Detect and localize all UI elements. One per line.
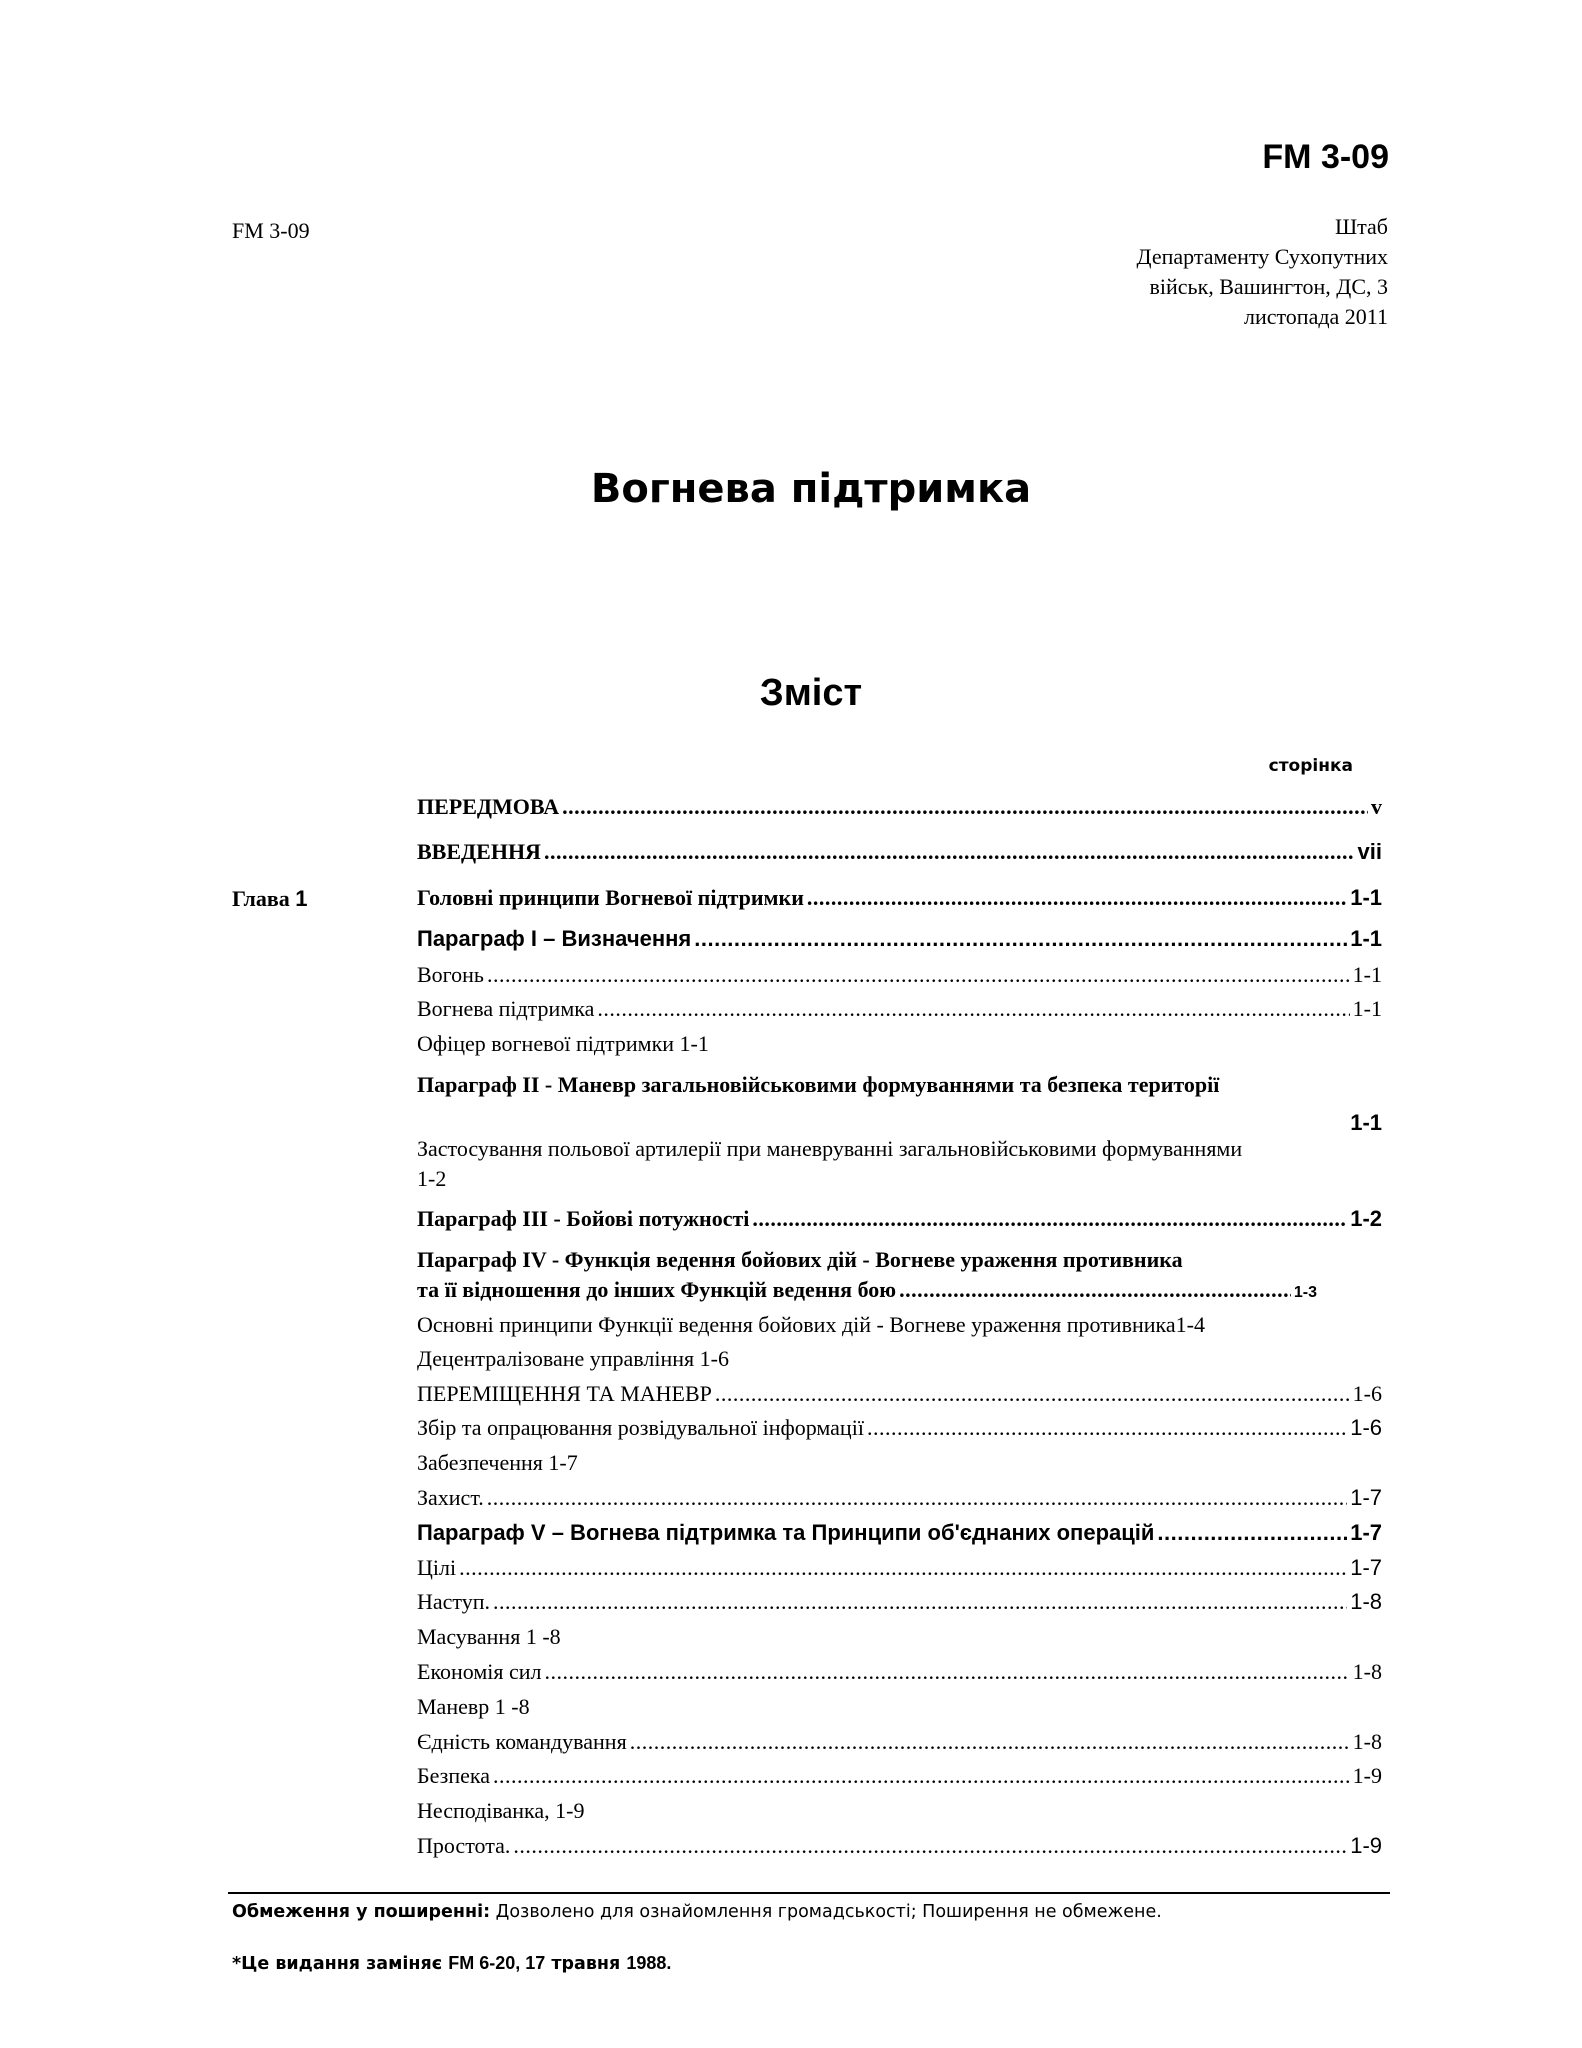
toc-entry[interactable]: [417, 1448, 1382, 1478]
toc-entry-label: Єдність командування: [417, 1729, 627, 1754]
toc-entry[interactable]: [417, 1413, 1382, 1443]
toc-entry[interactable]: [417, 1245, 1382, 1275]
dot-leader: [562, 792, 1368, 822]
toc-entry[interactable]: [417, 1727, 1382, 1757]
toc-entry-page: 1-2: [1350, 1206, 1382, 1231]
toc-entry-label: Застосування польової артилерії при маневруванні загальновійськовими формуваннями: [417, 1136, 1243, 1161]
toc-entry[interactable]: [417, 1622, 1382, 1652]
toc-entry-label: Основні принципи Функції ведення бойових дій - Вогневе ураження противника: [417, 1312, 1176, 1337]
toc-entry-label: Офіцер вогневої підтримки 1-1: [417, 1031, 709, 1056]
dot-leader: [867, 1413, 1347, 1443]
toc-heading: Зміст: [759, 672, 863, 714]
toc-entry-label: Параграф ІІІ - Бойові потужності: [417, 1206, 750, 1231]
toc-entry[interactable]: [417, 1070, 1382, 1138]
chapter-word: Глава: [232, 886, 290, 911]
toc-entry-page: 1-3: [1293, 1284, 1317, 1301]
dot-leader: [630, 1727, 1350, 1757]
dot-leader: [487, 1483, 1347, 1513]
toc-entry-page: 1-6: [1352, 1381, 1382, 1406]
document-title: Вогнева підтримка: [590, 466, 1032, 512]
toc-entry[interactable]: [417, 1657, 1382, 1687]
footer-divider: [228, 1892, 1390, 1894]
restriction-label: Обмеження у поширенні:: [232, 1902, 491, 1922]
toc-entry-label: Масування 1 -8: [417, 1624, 561, 1649]
toc-entry-label: Вогнева підтримка: [417, 996, 595, 1021]
toc-entry-label: Цілі: [417, 1555, 457, 1580]
toc-entry-page: 1-1: [1350, 885, 1382, 910]
dot-leader: [513, 1831, 1347, 1861]
dot-leader: [493, 1761, 1350, 1791]
dot-leader: [1157, 1518, 1347, 1548]
toc-entry-label: Збір та опрацювання розвідувальної інформації: [417, 1415, 864, 1440]
toc-entry-page: 1-1: [1352, 996, 1382, 1021]
toc-entry[interactable]: [417, 960, 1382, 990]
toc-entry-page: 1-2: [417, 1166, 447, 1191]
toc-entry-label: ВВЕДЕННЯ: [417, 839, 541, 864]
toc-entry[interactable]: [417, 1029, 1382, 1059]
toc-entry-page: 1-7: [1350, 1555, 1382, 1580]
toc-entry-page: 1-6: [1350, 1415, 1382, 1440]
toc-entry[interactable]: [417, 1587, 1382, 1617]
toc-entry[interactable]: [417, 1553, 1382, 1583]
dot-leader: [694, 924, 1347, 954]
toc-entry[interactable]: [417, 1796, 1382, 1826]
toc-entry-page: v: [1371, 794, 1382, 819]
toc-entry[interactable]: [417, 1761, 1382, 1791]
toc-entry-label: ПЕРЕМІЩЕННЯ ТА МАНЕВР: [417, 1381, 712, 1406]
toc-entry-label: Вогонь: [417, 962, 484, 987]
toc-entry-page: 1-1: [1350, 1110, 1382, 1135]
hq-line: Штаб: [1334, 214, 1388, 239]
toc-entry-page: 1-4: [1175, 1312, 1205, 1337]
toc-entry-label: Економія сил: [417, 1659, 542, 1684]
supersedes-middle: травня: [545, 1954, 627, 1974]
dot-leader: [752, 1204, 1347, 1234]
supersedes-year: 1988.: [626, 1953, 672, 1973]
toc-entry-label: Маневр 1 -8: [417, 1694, 530, 1719]
dot-leader: [493, 1587, 1347, 1617]
toc-entry-page: 1-8: [1352, 1729, 1382, 1754]
toc-entry[interactable]: [417, 1483, 1382, 1513]
toc-entry-page: 1-7: [1350, 1520, 1382, 1545]
document-code-header: FM 3-09: [1262, 138, 1389, 176]
toc-entry-label: Простота.: [417, 1833, 511, 1858]
toc-entry[interactable]: [417, 1692, 1382, 1722]
toc-entry-label: Децентралізоване управління 1-6: [417, 1346, 729, 1371]
dot-leader: [417, 1100, 1347, 1130]
distribution-restriction: [232, 1897, 1162, 1927]
toc-entry-label: Параграф V – Вогнева підтримка та Принципи об'єднаних операцій: [417, 1520, 1155, 1545]
toc-entry-label: Забезпечення 1-7: [417, 1450, 578, 1475]
hq-line: військ, Вашингтон, ДС, 3: [1149, 274, 1388, 299]
hq-line: Департаменту Сухопутних: [1136, 244, 1388, 269]
supersedes-code: FM 6-20, 17: [448, 1953, 546, 1973]
toc-entry-page: 1-8: [1352, 1659, 1382, 1684]
toc-entry-label: Безпека: [417, 1763, 491, 1788]
toc-entry-label: Несподіванка, 1-9: [417, 1798, 585, 1823]
page-column-label: сторінка: [1268, 756, 1353, 776]
toc-entry[interactable]: [417, 837, 1382, 867]
toc-entry-page: 1-8: [1350, 1589, 1382, 1614]
hq-line: листопада 2011: [1243, 304, 1388, 329]
chapter-number: 1: [295, 886, 308, 911]
supersedes-note: [232, 1948, 671, 1979]
toc-entry[interactable]: [417, 1310, 1382, 1340]
toc-entry[interactable]: [417, 1275, 1317, 1308]
toc-entry-continuation: [417, 1100, 1382, 1138]
toc-entry-page: 1-1: [1350, 926, 1382, 951]
toc-entry[interactable]: [417, 994, 1382, 1024]
supersedes-prefix: *Це видання заміняє: [232, 1954, 449, 1974]
toc-entry[interactable]: [417, 1344, 1382, 1374]
toc-entry-label: Параграф IV - Функція ведення бойових дій - Вогневе ураження противника: [417, 1247, 1183, 1272]
toc-entry-page: vii: [1357, 839, 1382, 864]
toc-entry-page: 1-7: [1350, 1485, 1382, 1510]
toc-entry-label: Захист.: [417, 1485, 484, 1510]
toc-entry-page: 1-9: [1352, 1763, 1382, 1788]
toc-entry[interactable]: [417, 883, 1382, 913]
toc-entry-label: Параграф ІІ - Маневр загальновійськовими формуваннями та безпека території: [417, 1072, 1220, 1097]
dot-leader: [715, 1379, 1350, 1409]
dot-leader: [487, 960, 1350, 990]
dot-leader: [899, 1275, 1291, 1305]
dot-leader: [597, 994, 1349, 1024]
toc-entry-page: 1-9: [1350, 1833, 1382, 1858]
restriction-text: Дозволено для ознайомлення громадськості; Поширення не обмежене.: [490, 1902, 1162, 1922]
toc-entry[interactable]: [417, 1379, 1382, 1409]
dot-leader: [545, 1657, 1350, 1687]
toc-entry-label: ПЕРЕДМОВА: [417, 794, 560, 819]
toc-entry[interactable]: [417, 924, 1382, 954]
toc-entry[interactable]: [417, 1831, 1382, 1861]
dot-leader: [459, 1553, 1347, 1583]
toc-entry-label: Параграф І – Визначення: [417, 926, 692, 951]
toc-entry-page: 1-1: [1352, 962, 1382, 987]
toc-entry[interactable]: [417, 1518, 1382, 1548]
dot-leader: [544, 837, 1355, 867]
dot-leader: [807, 883, 1347, 913]
toc-entry-label: Головні принципи Вогневої підтримки: [417, 885, 804, 910]
toc-entry[interactable]: [417, 1134, 1382, 1194]
toc-entry-label: Наступ.: [417, 1589, 491, 1614]
document-code-left: FM 3-09: [232, 218, 310, 243]
toc-entry-label: та її відношення до інших Функцій ведення бою: [417, 1277, 897, 1302]
toc-entry[interactable]: [417, 1204, 1382, 1234]
toc-entry[interactable]: [417, 792, 1382, 822]
